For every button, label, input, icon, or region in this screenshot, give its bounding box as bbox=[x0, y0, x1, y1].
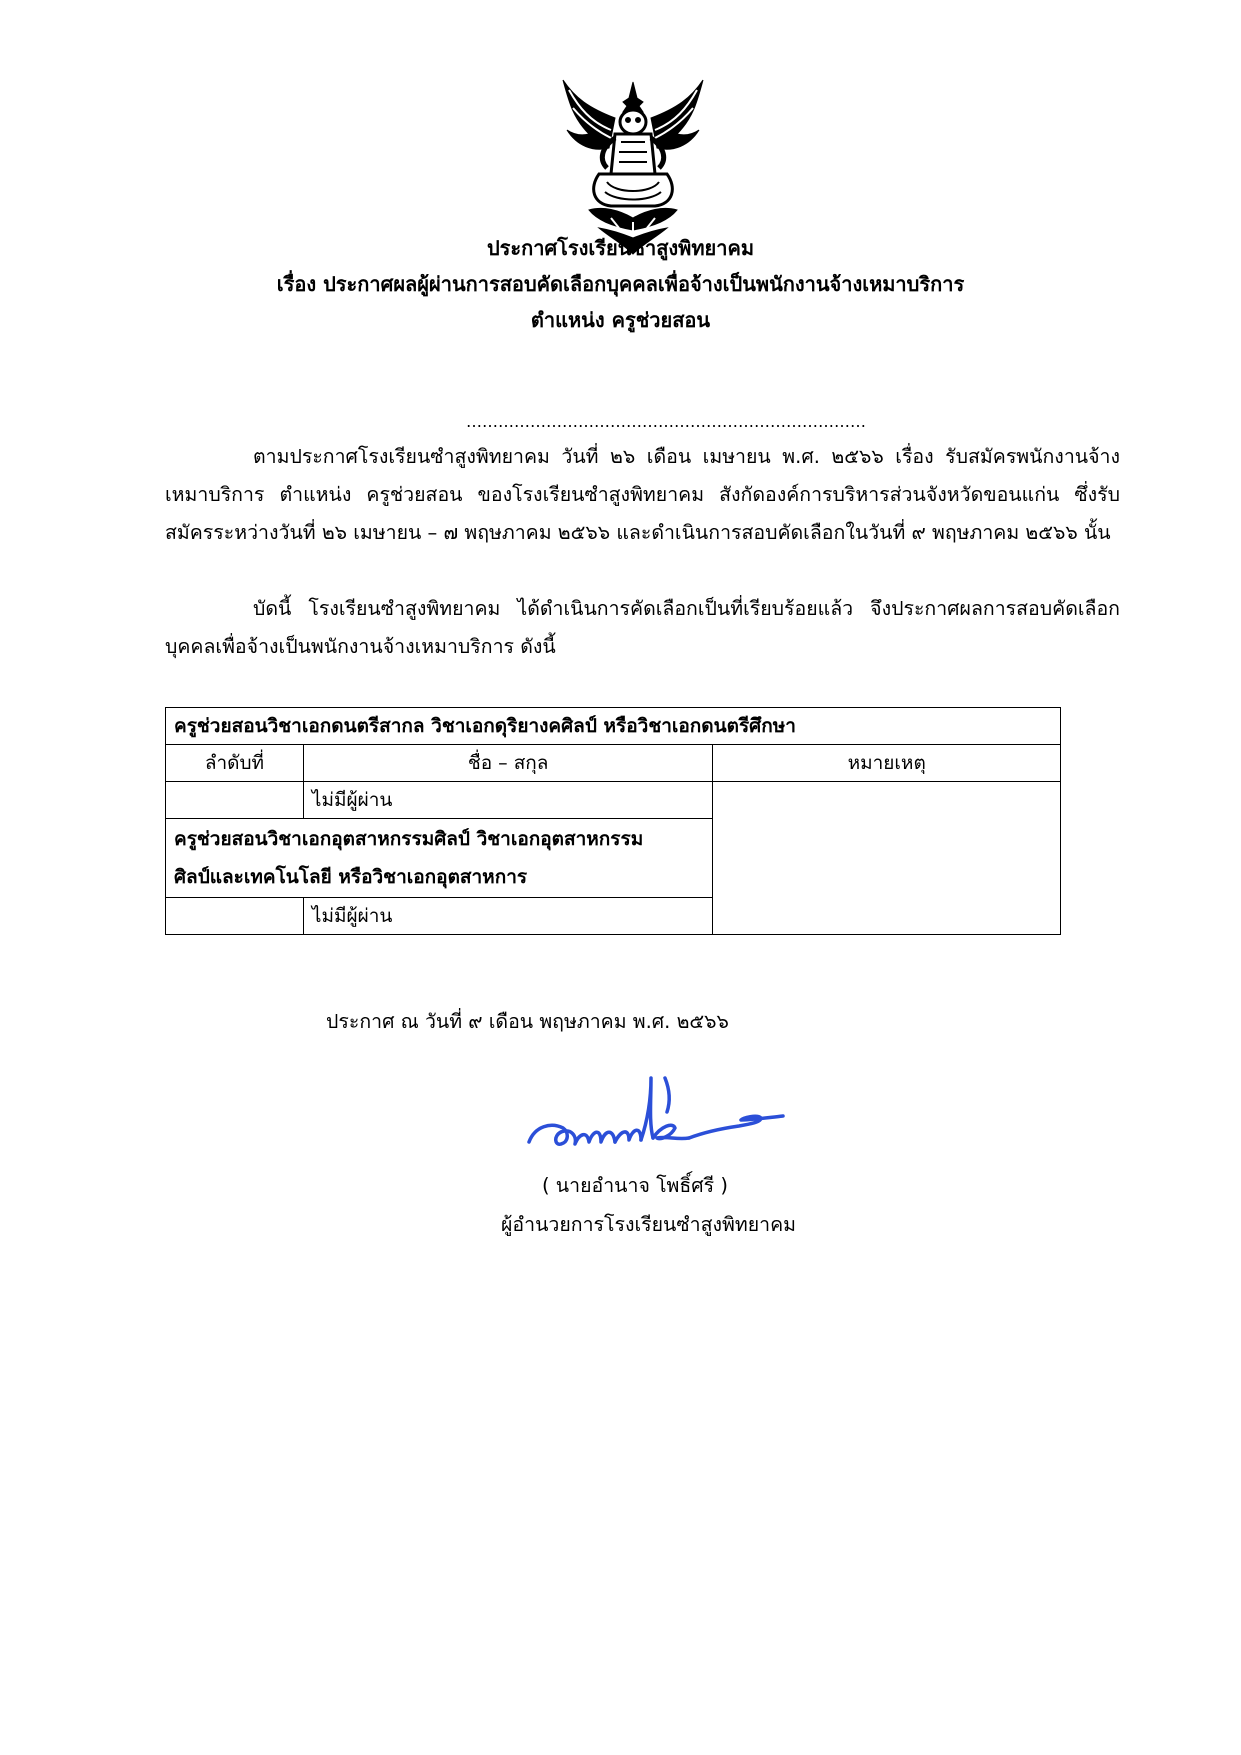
handwritten-signature-icon bbox=[525, 1072, 790, 1172]
announcement-subject: เรื่อง ประกาศผลผู้ผ่านการสอบคัดเลือกบุคคลเพื่อจ้างเป็นพนักงานจ้างเหมาบริการ bbox=[276, 272, 965, 296]
note-cell bbox=[713, 782, 1061, 935]
section-1-order-cell bbox=[166, 782, 304, 819]
signer-name: ( นายอำนาจ โพธิ์ศรี ) bbox=[542, 1174, 728, 1197]
announcement-title: ประกาศโรงเรียนซำสูงพิทยาคม bbox=[486, 236, 755, 260]
col-note-header: หมายเหตุ bbox=[713, 745, 1061, 782]
announcement-position: ตำแหน่ง ครูช่วยสอน bbox=[530, 308, 711, 332]
section-2-order-cell bbox=[166, 898, 304, 935]
section-2-result: ไม่มีผู้ผ่าน bbox=[303, 898, 712, 935]
section-1-result: ไม่มีผู้ผ่าน bbox=[303, 782, 712, 819]
body-paragraph-1 bbox=[165, 438, 1120, 552]
section-2-title bbox=[166, 819, 713, 898]
section-2-title-line-2: ศิลป์และเทคโนโลยี หรือวิชาเอกอุตสาหการ bbox=[174, 866, 528, 888]
garuda-emblem-icon bbox=[559, 78, 707, 256]
section-2-title-line-1: ครูช่วยสอนวิชาเอกอุตสาหกรรมศิลป์ วิชาเอกอุตสาหกรรม bbox=[174, 828, 644, 850]
dotted-separator: ………………………………………………………………… bbox=[466, 412, 866, 431]
announcement-date: ประกาศ ณ วันที่ ๙ เดือน พฤษภาคม พ.ศ. ๒๕๖๖ bbox=[326, 1010, 729, 1033]
body-paragraph-2 bbox=[165, 590, 1120, 666]
col-name-header: ชื่อ – สกุล bbox=[303, 745, 712, 782]
signer-position: ผู้อำนวยการโรงเรียนซำสูงพิทยาคม bbox=[501, 1213, 796, 1236]
col-order-header: ลำดับที่ bbox=[166, 745, 304, 782]
body-paragraph-1-text: ตามประกาศโรงเรียนซำสูงพิทยาคม วันที่ ๒๖ เดือน เมษายน พ.ศ. ๒๕๖๖ เรื่อง รับสมัครพนักงานจ้างเหมาบริการ ตำแหน่ง ครูช่วยสอน ของโรงเรียนซำสูงพิทยาคม สังกัดองค์การบริหารส่วนจังหวัดขอนแก่น ซึ่งรับสมัครระหว่างวันที่ ๒๖ เมษายน – ๗ พฤษภาคม ๒๕๖๖ และดำเนินการสอบคัดเลือกในวันที่ ๙ พฤษภาคม ๒๕๖๖ นั้น bbox=[165, 445, 1120, 544]
section-1-title: ครูช่วยสอนวิชาเอกดนตรีสากล วิชาเอกดุริยางคศิลป์ หรือวิชาเอกดนตรีศึกษา bbox=[166, 708, 1061, 745]
body-paragraph-2-text: บัดนี้ โรงเรียนซำสูงพิทยาคม ได้ดำเนินการคัดเลือกเป็นที่เรียบร้อยแล้ว จึงประกาศผลการสอบคัดเลือกบุคคลเพื่อจ้างเป็นพนักงานจ้างเหมาบริการ ดังนี้ bbox=[165, 597, 1120, 658]
results-table bbox=[165, 707, 1061, 935]
